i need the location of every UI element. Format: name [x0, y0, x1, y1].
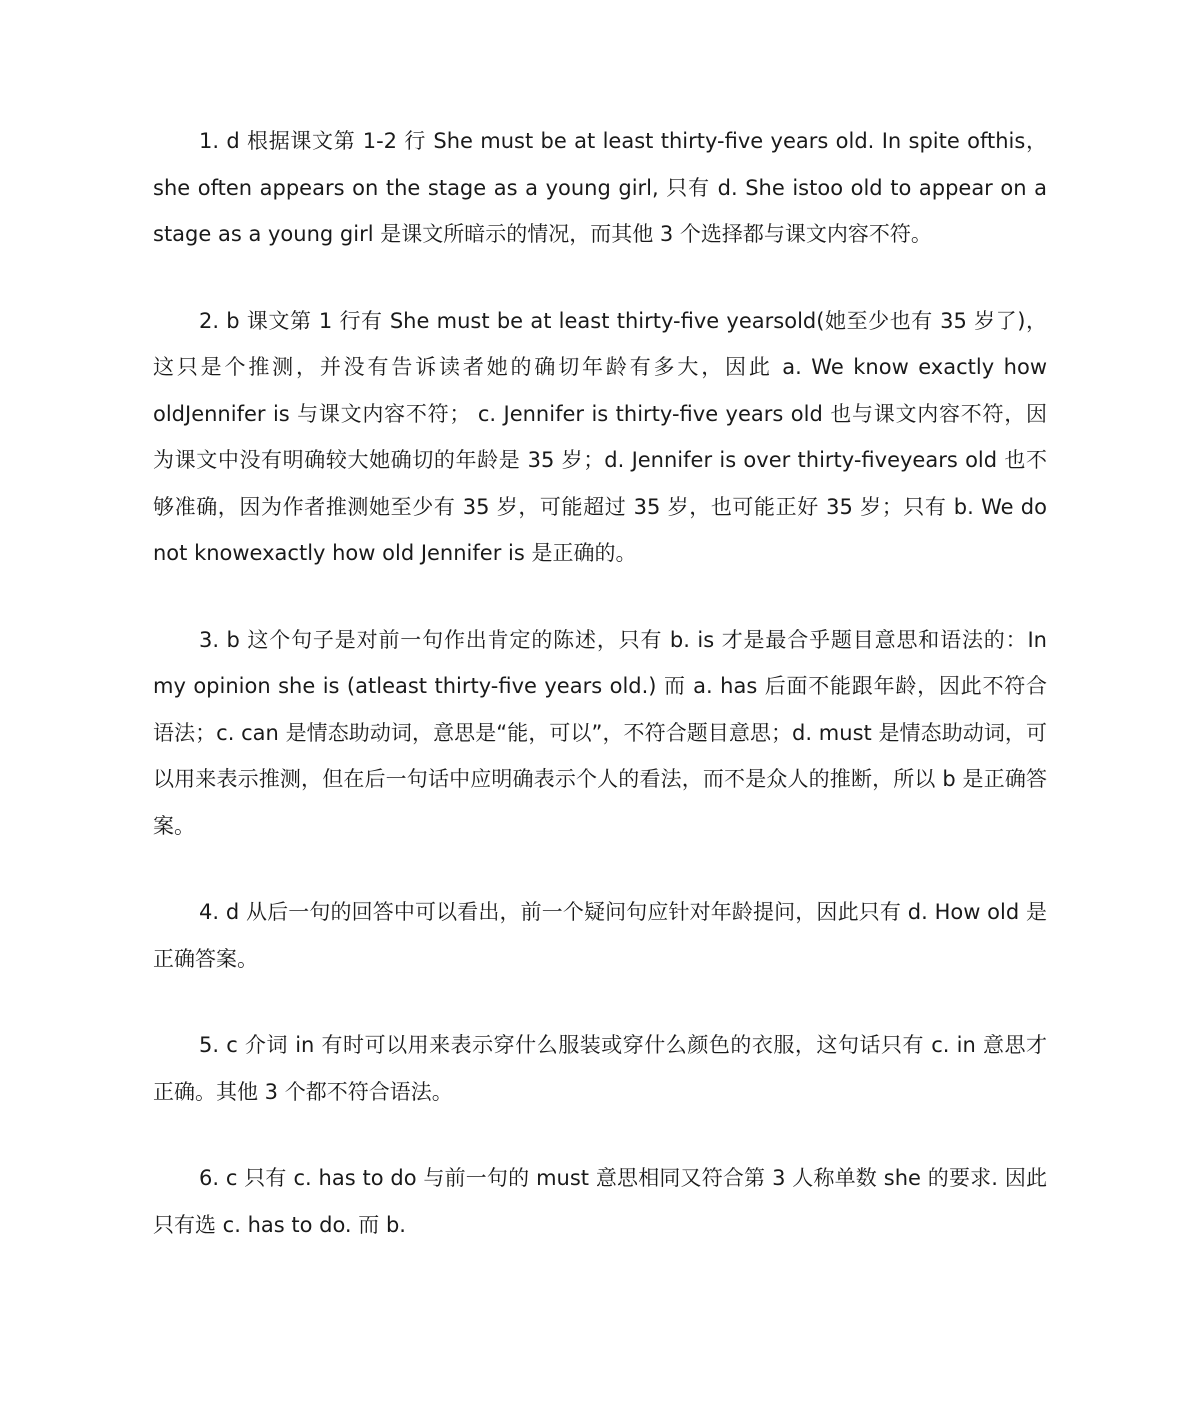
- answer-explanation-2: 2. b 课文第 1 行有 She must be at least thirty-five yearsold(她至少也有 35 岁了)，这只是个推测，并没有告诉读者她的确切年龄有多大，因此 a. We know exactly how oldJennifer is 与课文内容不符； c. Jennifer is thirty-five years old 也与课文内容不符，因为课文中没有明确较大她确切的年龄是 35 岁；d. Jennifer is over thirty-fiveyears old 也不够准确，因为作者推测她至少有 35 岁，可能超过 35 岁，也可能正好 35 岁；只有 b. We do not knowexactly how old Jennifer is 是正确的。: [153, 308, 1047, 565]
- answer-explanation-3: 3. b 这个句子是对前一句作出肯定的陈述，只有 b. is 才是最合乎题目意思和语法的：In my opinion she is (atleast thirty-five years old.) 而 a. has 后面不能跟年龄，因此不符合语法；c. can 是情态助动词，意思是“能，可以”，不符合题目意思；d. must 是情态助动词，可以用来表示推测，但在后一句话中应明确表示个人的看法，而不是众人的推断，所以 b 是正确答案。: [153, 627, 1047, 838]
- answer-explanation-5: 5. c 介词 in 有时可以用来表示穿什么服装或穿什么颜色的衣服，这句话只有 c. in 意思才正确。其他 3 个都不符合语法。: [153, 1033, 1047, 1104]
- answer-explanation-6: 6. c 只有 c. has to do 与前一句的 must 意思相同又符合第 3 人称单数 she 的要求. 因此只有选 c. has to do. 而 b.: [153, 1166, 1047, 1237]
- answer-explanation-4: 4. d 从后一句的回答中可以看出，前一个疑问句应针对年龄提问，因此只有 d. How old 是正确答案。: [153, 900, 1047, 971]
- answer-explanation-1: 1. d 根据课文第 1-2 行 She must be at least thirty-five years old. In spite ofthis，she often appears on the stage as a young girl, 只有 d. She istoo old to appear on a stage as a young girl 是课文所暗示的情况，而其他 3 个选择都与课文内容不符。: [153, 129, 1047, 246]
- document-body: [153, 118, 1047, 1288]
